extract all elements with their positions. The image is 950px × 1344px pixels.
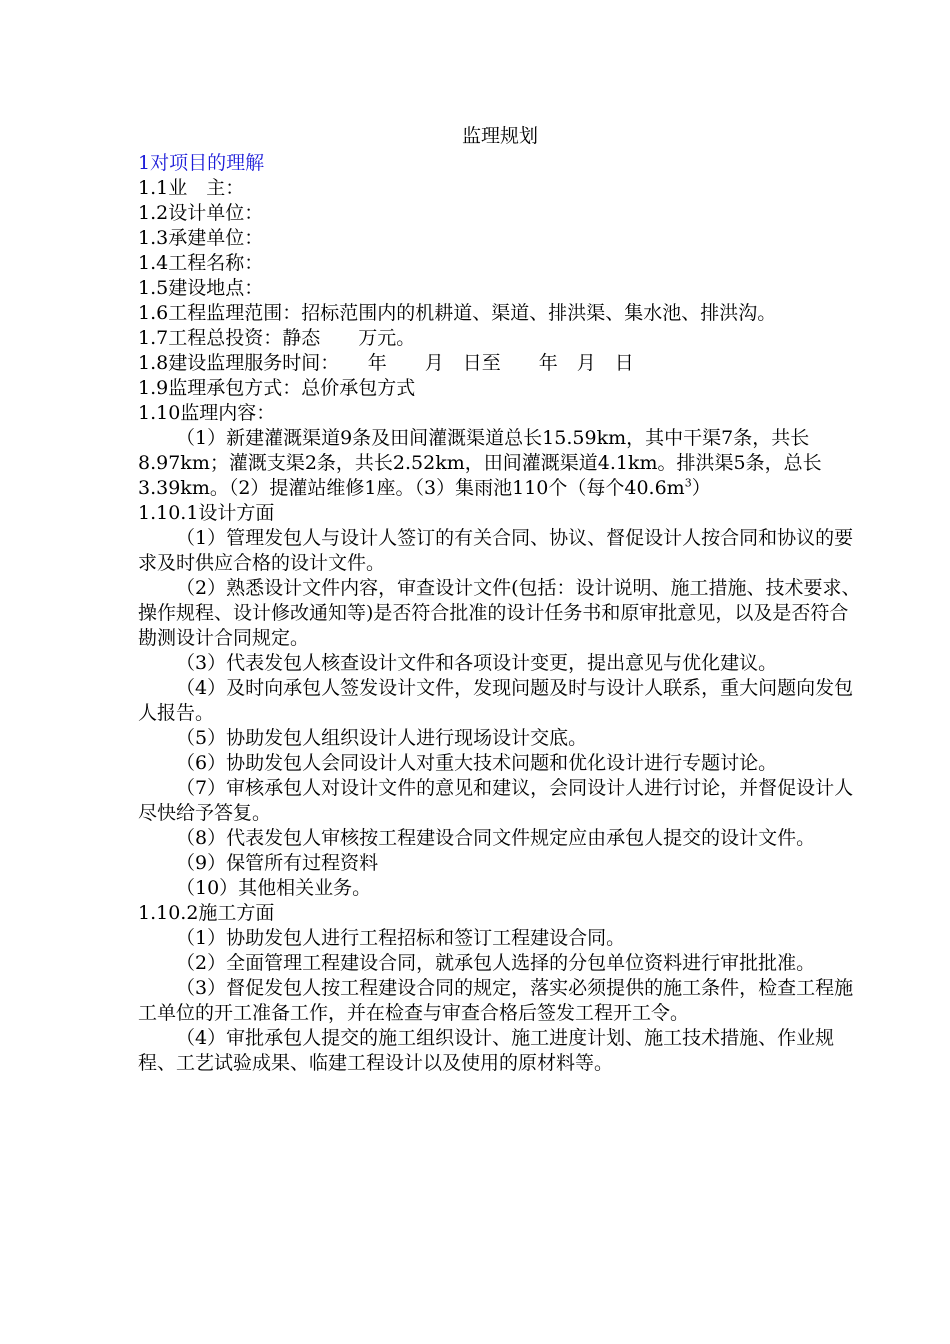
design-item: （6）协助发包人会同设计人对重大技术问题和优化设计进行专题讨论。: [176, 752, 778, 774]
design-item: （3）代表发包人核查设计文件和各项设计变更，提出意见与优化建议。: [176, 652, 778, 674]
item-service-time: 1.8建设监理服务时间： 年 月 日至 年 月 日: [138, 352, 634, 374]
item-supervision-content: 1.10监理内容：: [138, 402, 276, 424]
document-title: 监理规划: [461, 125, 538, 147]
construction-item: （2）全面管理工程建设合同，就承包人选择的分包单位资料进行审批批准。: [176, 952, 816, 974]
construction-item: （1）协助发包人进行工程招标和签订工程建设合同。: [176, 927, 626, 949]
content-end: ）: [691, 477, 711, 499]
construction-heading: 1.10.2施工方面: [138, 902, 275, 924]
item-owner: 1.1业 主：: [138, 177, 245, 199]
design-item: （8）代表发包人审核按工程建设合同文件规定应由承包人提交的设计文件。: [176, 827, 816, 849]
design-item: （7）审核承包人对设计文件的意见和建议，会同设计人进行讨论，并督促设计人尽快给予答复。: [138, 777, 854, 824]
document-body: [138, 124, 862, 1076]
design-item: （10）其他相关业务。: [176, 877, 372, 899]
content-superscript: 3: [684, 476, 692, 490]
item-design-unit: 1.2设计单位：: [138, 202, 264, 224]
item-scope: 1.6工程监理范围：招标范围内的机耕道、渠道、排洪渠、集水池、排洪沟。: [138, 302, 777, 324]
design-heading: 1.10.1设计方面: [138, 502, 275, 524]
design-item: （9）保管所有过程资料: [176, 852, 379, 874]
item-contractor: 1.3承建单位：: [138, 227, 264, 249]
item-contract-method: 1.9监理承包方式：总价承包方式: [138, 377, 416, 399]
design-item: （2）熟悉设计文件内容，审查设计文件(包括：设计说明、施工措施、技术要求、操作规程、设计修改通知等)是否符合批准的设计任务书和原审批意见，以及是否符合勘测设计合同规定。: [138, 577, 861, 649]
item-location: 1.5建设地点：: [138, 277, 264, 299]
design-item: （4）及时向承包人签发设计文件，发现问题及时与设计人联系，重大问题向发包人报告。: [138, 677, 854, 724]
construction-item: （3）督促发包人按工程建设合同的规定，落实必须提供的施工条件，检查工程施工单位的开工准备工作，并在检查与审查合格后签发工程开工令。: [138, 977, 854, 1024]
construction-item: （4）审批承包人提交的施工组织设计、施工进度计划、施工技术措施、作业规程、工艺试验成果、临建工程设计以及使用的原材料等。: [138, 1027, 835, 1074]
design-item: （1）管理发包人与设计人签订的有关合同、协议、督促设计人按合同和协议的要求及时供应合格的设计文件。: [138, 527, 854, 574]
content-text: （1）新建灌溉渠道9条及田间灌溉渠道总长15.59km，其中干渠7条，共长8.97km；灌溉支渠2条，共长2.52km，田间灌溉渠道4.1km。排洪渠5条，总长3.39km。（2）提灌站维修1座。（3）集雨池110个（每个40.6m: [138, 427, 822, 499]
item-investment: 1.7工程总投资：静态 万元。: [138, 327, 416, 349]
design-item: （5）协助发包人组织设计人进行现场设计交底。: [176, 727, 588, 749]
content-paragraph: [138, 426, 862, 501]
section-heading: 1对项目的理解: [138, 152, 265, 174]
item-project-name: 1.4工程名称：: [138, 252, 264, 274]
